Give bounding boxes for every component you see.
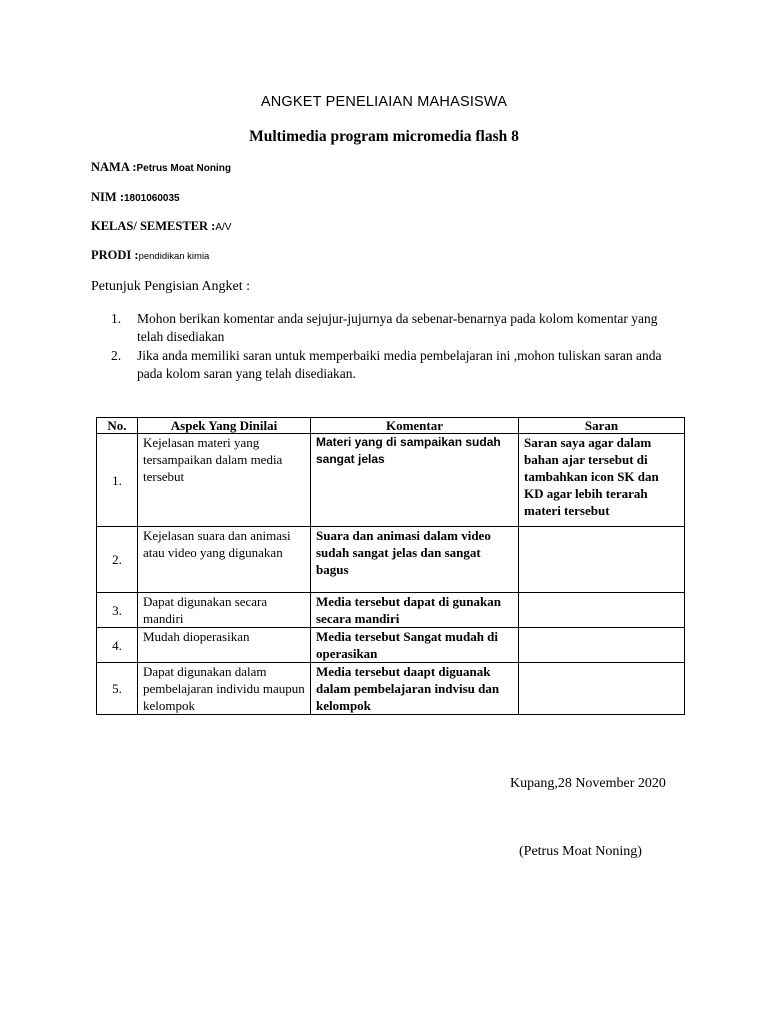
komentar-cell: Materi yang di sampaikan sudah sangat jelas — [311, 434, 519, 527]
saran-cell: Saran saya agar dalam bahan ajar tersebut di tambahkan icon SK dan KD agar lebih terarah materi tersebut — [519, 434, 685, 527]
table-header-row — [97, 418, 685, 434]
saran-cell — [519, 527, 685, 593]
header-aspek: Aspek Yang Dinilai — [138, 418, 311, 434]
nama-label: NAMA : — [91, 160, 137, 174]
kelas-value: A/V — [215, 222, 232, 233]
instruction-number: 1. — [111, 311, 122, 326]
instructions-heading: Petunjuk Pengisian Angket : — [91, 279, 251, 294]
nama-field — [91, 160, 231, 175]
document-title: ANGKET PENELIAIAN MAHASISWA — [260, 94, 508, 110]
place-date: Kupang,28 November 2020 — [510, 776, 666, 791]
nim-label: NIM : — [91, 190, 124, 204]
instruction-text: Jika anda memiliki saran untuk memperbaiki media pembelajaran ini ,mohon tuliskan saran anda pada kolom saran yang telah disediakan. — [137, 348, 662, 381]
nama-value: Petrus Moat Noning — [136, 163, 231, 174]
komentar-cell: Media tersebut dapat di gunakan secara mandiri — [311, 593, 519, 628]
row-number: 4. — [97, 628, 138, 663]
instruction-text: Mohon berikan komentar anda sejujur-jujurnya da sebenar-benarnya pada kolom komentar yang telah disediakan — [137, 311, 658, 344]
header-komentar: Komentar — [311, 418, 519, 434]
nim-field — [91, 190, 180, 205]
table-row — [97, 593, 685, 628]
nim-value: 1801060035 — [123, 193, 180, 204]
assessment-table — [96, 417, 685, 715]
header-no: No. — [97, 418, 138, 434]
instruction-item — [91, 347, 681, 383]
aspek-cell: Dapat digunakan secara mandiri — [138, 593, 311, 628]
komentar-cell: Media tersebut Sangat mudah di operasikan — [311, 628, 519, 663]
prodi-field — [91, 248, 209, 263]
prodi-label: PRODI : — [91, 248, 139, 262]
saran-cell — [519, 628, 685, 663]
signature-name: (Petrus Moat Noning) — [519, 844, 642, 859]
table-row — [97, 628, 685, 663]
kelas-field — [91, 219, 231, 234]
row-number: 5. — [97, 663, 138, 715]
row-number: 3. — [97, 593, 138, 628]
instruction-item — [91, 310, 681, 346]
komentar-cell: Suara dan animasi dalam video sudah sangat jelas dan sangat bagus — [311, 527, 519, 593]
prodi-value: pendidikan kimia — [138, 251, 210, 262]
aspek-cell: Kejelasan suara dan animasi atau video yang digunakan — [138, 527, 311, 593]
komentar-cell: Media tersebut daapt diguanak dalam pembelajaran indvisu dan kelompok — [311, 663, 519, 715]
instructions-list — [91, 310, 681, 384]
document-subtitle: Multimedia program micromedia flash 8 — [249, 128, 519, 145]
row-number: 1. — [97, 434, 138, 527]
header-saran: Saran — [519, 418, 685, 434]
table-row — [97, 663, 685, 715]
aspek-cell: Mudah dioperasikan — [138, 628, 311, 663]
aspek-cell: Kejelasan materi yang tersampaikan dalam media tersebut — [138, 434, 311, 527]
saran-cell — [519, 593, 685, 628]
table-row — [97, 527, 685, 593]
row-number: 2. — [97, 527, 138, 593]
instruction-number: 2. — [111, 348, 122, 363]
kelas-label: KELAS/ SEMESTER : — [91, 219, 216, 233]
table-row — [97, 434, 685, 527]
aspek-cell: Dapat digunakan dalam pembelajaran individu maupun kelompok — [138, 663, 311, 715]
saran-cell — [519, 663, 685, 715]
